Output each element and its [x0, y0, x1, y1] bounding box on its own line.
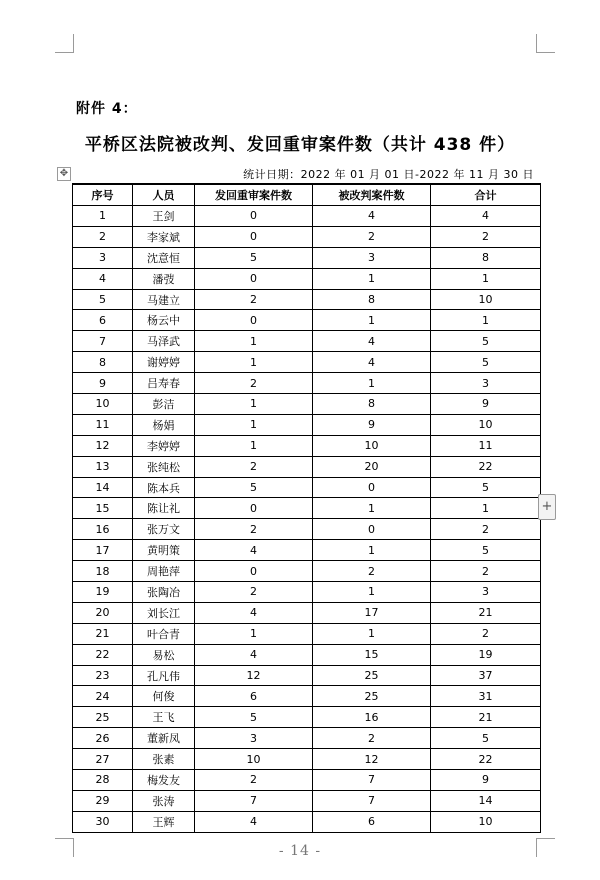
cell-remanded: 3: [195, 728, 313, 749]
cell-serial: 18: [73, 561, 133, 582]
cell-revised: 25: [313, 665, 431, 686]
cell-remanded: 5: [195, 247, 313, 268]
cell-total: 1: [431, 310, 541, 331]
cell-remanded: 12: [195, 665, 313, 686]
cell-total: 8: [431, 247, 541, 268]
cell-remanded: 1: [195, 394, 313, 415]
crop-mark-top-left: [55, 34, 74, 53]
cell-person: 陈本兵: [133, 477, 195, 498]
cell-total: 5: [431, 728, 541, 749]
move-icon[interactable]: ✥: [57, 167, 71, 181]
cell-revised: 1: [313, 540, 431, 561]
cases-table: [72, 183, 541, 833]
header-total: 合计: [431, 184, 541, 206]
cell-total: 5: [431, 477, 541, 498]
cell-revised: 7: [313, 770, 431, 791]
cell-total: 10: [431, 811, 541, 832]
cell-serial: 1: [73, 206, 133, 227]
cell-person: 谢婷婷: [133, 352, 195, 373]
cell-total: 22: [431, 749, 541, 770]
cell-person: 张纯松: [133, 456, 195, 477]
cell-revised: 20: [313, 456, 431, 477]
cell-total: 4: [431, 206, 541, 227]
cell-remanded: 0: [195, 498, 313, 519]
cell-total: 19: [431, 644, 541, 665]
cell-remanded: 2: [195, 770, 313, 791]
cell-person: 吕寿春: [133, 373, 195, 394]
cell-serial: 11: [73, 414, 133, 435]
cell-person: 孔凡伟: [133, 665, 195, 686]
cell-person: 何俊: [133, 686, 195, 707]
table-row: [73, 373, 541, 394]
table-header-row: [73, 184, 541, 206]
cell-person: 沈意恒: [133, 247, 195, 268]
table-row: [73, 435, 541, 456]
cell-serial: 13: [73, 456, 133, 477]
cell-revised: 7: [313, 790, 431, 811]
cell-total: 3: [431, 582, 541, 603]
cell-revised: 2: [313, 728, 431, 749]
cell-revised: 4: [313, 352, 431, 373]
cell-serial: 27: [73, 749, 133, 770]
table-row: [73, 561, 541, 582]
cell-revised: 1: [313, 310, 431, 331]
table-row: [73, 414, 541, 435]
cell-remanded: 1: [195, 414, 313, 435]
cell-person: 易松: [133, 644, 195, 665]
cell-serial: 12: [73, 435, 133, 456]
cell-remanded: 0: [195, 310, 313, 331]
table-row: [73, 310, 541, 331]
cell-revised: 16: [313, 707, 431, 728]
cell-remanded: 0: [195, 268, 313, 289]
table-row: [73, 686, 541, 707]
table-row: [73, 582, 541, 603]
cell-person: 彭洁: [133, 394, 195, 415]
crop-mark-top-right: [536, 34, 555, 53]
header-person: 人员: [133, 184, 195, 206]
attachment-label: 附件 4：: [76, 101, 138, 117]
cell-remanded: 4: [195, 644, 313, 665]
cell-revised: 1: [313, 582, 431, 603]
cell-total: 21: [431, 707, 541, 728]
cell-serial: 21: [73, 623, 133, 644]
cell-total: 5: [431, 352, 541, 373]
cell-total: 5: [431, 331, 541, 352]
cell-person: 梅发友: [133, 770, 195, 791]
cell-remanded: 10: [195, 749, 313, 770]
cell-total: 2: [431, 623, 541, 644]
plus-icon[interactable]: +: [538, 494, 556, 520]
table-body: [73, 206, 541, 833]
cell-revised: 12: [313, 749, 431, 770]
table-row: [73, 665, 541, 686]
cell-person: 刘长江: [133, 602, 195, 623]
cell-serial: 17: [73, 540, 133, 561]
document-title: 平桥区法院被改判、发回重审案件数（共计 438 件）: [84, 135, 516, 155]
cell-revised: 0: [313, 519, 431, 540]
table-row: [73, 331, 541, 352]
cell-serial: 10: [73, 394, 133, 415]
statistics-date: 统计日期：2022 年 01 月 01 日-2022 年 11 月 30 日: [243, 168, 534, 181]
cell-remanded: 5: [195, 477, 313, 498]
table-row: [73, 394, 541, 415]
cell-total: 9: [431, 394, 541, 415]
cell-serial: 16: [73, 519, 133, 540]
cell-remanded: 1: [195, 623, 313, 644]
table-row: [73, 289, 541, 310]
cell-remanded: 2: [195, 582, 313, 603]
cell-total: 10: [431, 414, 541, 435]
table-row: [73, 540, 541, 561]
cell-revised: 9: [313, 414, 431, 435]
table-row: [73, 728, 541, 749]
cell-revised: 15: [313, 644, 431, 665]
cell-revised: 0: [313, 477, 431, 498]
table-row: [73, 644, 541, 665]
cell-revised: 1: [313, 498, 431, 519]
cell-remanded: 1: [195, 435, 313, 456]
table-row: [73, 770, 541, 791]
table-row: [73, 352, 541, 373]
header-remanded: 发回重审案件数: [195, 184, 313, 206]
cell-revised: 1: [313, 268, 431, 289]
cell-total: 31: [431, 686, 541, 707]
table-row: [73, 477, 541, 498]
cell-person: 张陶冶: [133, 582, 195, 603]
cell-person: 张涛: [133, 790, 195, 811]
cell-serial: 2: [73, 226, 133, 247]
cell-remanded: 2: [195, 373, 313, 394]
cell-serial: 9: [73, 373, 133, 394]
cell-person: 周艳萍: [133, 561, 195, 582]
table-row: [73, 811, 541, 832]
cell-person: 王剑: [133, 206, 195, 227]
cell-serial: 20: [73, 602, 133, 623]
table-row: [73, 247, 541, 268]
cell-revised: 3: [313, 247, 431, 268]
cell-total: 14: [431, 790, 541, 811]
cell-person: 李家斌: [133, 226, 195, 247]
cell-serial: 25: [73, 707, 133, 728]
cell-person: 张素: [133, 749, 195, 770]
header-serial: 序号: [73, 184, 133, 206]
table-row: [73, 707, 541, 728]
cell-serial: 28: [73, 770, 133, 791]
table-row: [73, 519, 541, 540]
cell-remanded: 0: [195, 561, 313, 582]
cell-total: 22: [431, 456, 541, 477]
cell-total: 21: [431, 602, 541, 623]
cell-serial: 8: [73, 352, 133, 373]
table-row: [73, 268, 541, 289]
cell-remanded: 5: [195, 707, 313, 728]
cell-serial: 5: [73, 289, 133, 310]
cell-total: 2: [431, 561, 541, 582]
cell-total: 5: [431, 540, 541, 561]
cell-remanded: 2: [195, 289, 313, 310]
cell-person: 马泽武: [133, 331, 195, 352]
cell-total: 37: [431, 665, 541, 686]
cell-serial: 4: [73, 268, 133, 289]
cell-serial: 19: [73, 582, 133, 603]
cell-serial: 29: [73, 790, 133, 811]
cell-total: 10: [431, 289, 541, 310]
cell-revised: 1: [313, 623, 431, 644]
cell-remanded: 0: [195, 226, 313, 247]
cell-remanded: 6: [195, 686, 313, 707]
cell-total: 2: [431, 519, 541, 540]
cell-remanded: 1: [195, 331, 313, 352]
cell-person: 李婷婷: [133, 435, 195, 456]
cell-total: 2: [431, 226, 541, 247]
cell-person: 黄明策: [133, 540, 195, 561]
table-row: [73, 226, 541, 247]
table-row: [73, 749, 541, 770]
cell-revised: 17: [313, 602, 431, 623]
cell-revised: 8: [313, 394, 431, 415]
cell-total: 1: [431, 498, 541, 519]
table-row: [73, 456, 541, 477]
cell-revised: 2: [313, 226, 431, 247]
cell-person: 王飞: [133, 707, 195, 728]
table-row: [73, 206, 541, 227]
cell-revised: 25: [313, 686, 431, 707]
cell-serial: 23: [73, 665, 133, 686]
cell-revised: 1: [313, 373, 431, 394]
cell-serial: 7: [73, 331, 133, 352]
cell-total: 11: [431, 435, 541, 456]
cell-person: 董新凤: [133, 728, 195, 749]
cell-revised: 4: [313, 206, 431, 227]
cell-person: 陈让礼: [133, 498, 195, 519]
cell-revised: 10: [313, 435, 431, 456]
cell-serial: 15: [73, 498, 133, 519]
cell-serial: 30: [73, 811, 133, 832]
cell-total: 3: [431, 373, 541, 394]
cell-revised: 6: [313, 811, 431, 832]
cell-serial: 6: [73, 310, 133, 331]
cell-revised: 8: [313, 289, 431, 310]
cell-total: 1: [431, 268, 541, 289]
cell-remanded: 4: [195, 602, 313, 623]
cell-remanded: 1: [195, 352, 313, 373]
cell-revised: 4: [313, 331, 431, 352]
header-revised: 被改判案件数: [313, 184, 431, 206]
cell-serial: 22: [73, 644, 133, 665]
table-row: [73, 602, 541, 623]
cell-person: 潘弢: [133, 268, 195, 289]
cell-remanded: 0: [195, 206, 313, 227]
cell-serial: 24: [73, 686, 133, 707]
cell-person: 杨娟: [133, 414, 195, 435]
cell-remanded: 2: [195, 519, 313, 540]
cell-remanded: 4: [195, 540, 313, 561]
cell-person: 叶合青: [133, 623, 195, 644]
page-number: - 14 -: [278, 843, 322, 859]
table-row: [73, 498, 541, 519]
cell-person: 王辉: [133, 811, 195, 832]
cell-remanded: 2: [195, 456, 313, 477]
cell-person: 杨云中: [133, 310, 195, 331]
cell-serial: 3: [73, 247, 133, 268]
cell-total: 9: [431, 770, 541, 791]
table-row: [73, 790, 541, 811]
cell-person: 马建立: [133, 289, 195, 310]
cell-person: 张万文: [133, 519, 195, 540]
cell-remanded: 7: [195, 790, 313, 811]
table-row: [73, 623, 541, 644]
cell-serial: 26: [73, 728, 133, 749]
cell-revised: 2: [313, 561, 431, 582]
cell-remanded: 4: [195, 811, 313, 832]
cell-serial: 14: [73, 477, 133, 498]
